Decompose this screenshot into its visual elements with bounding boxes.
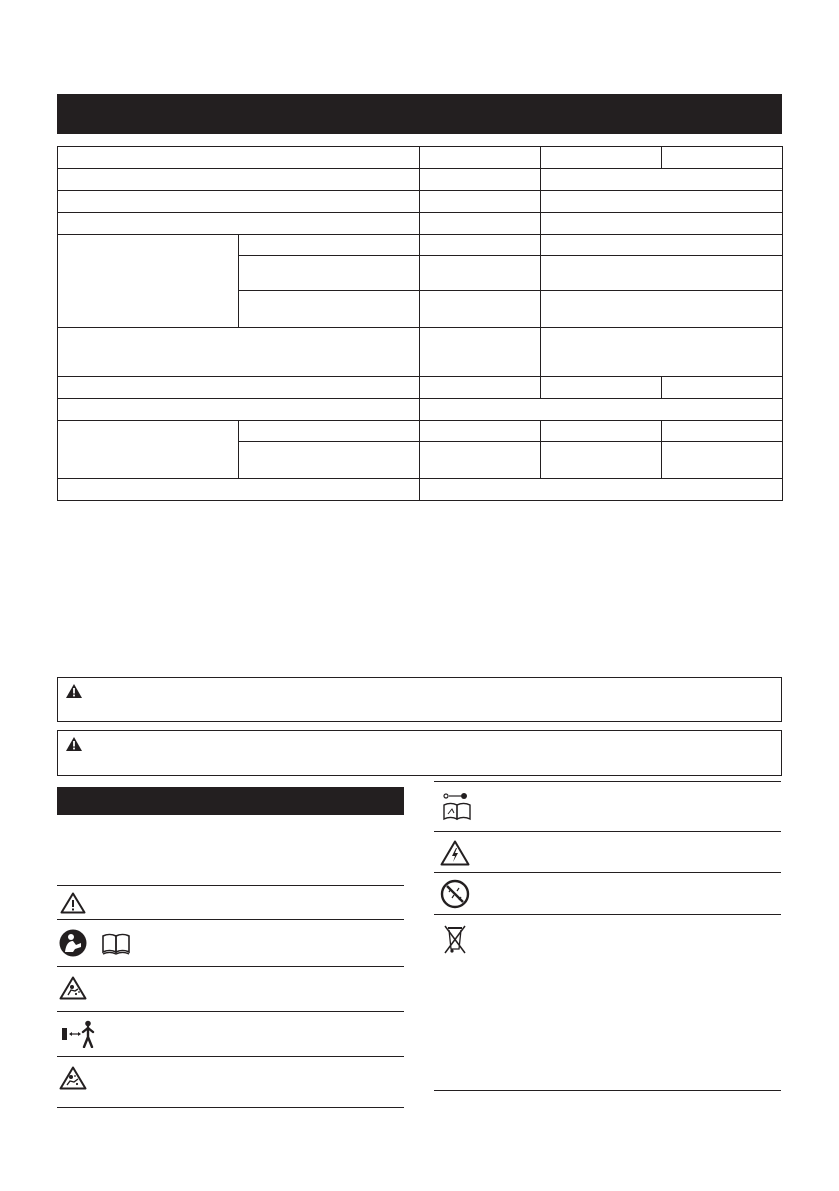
- table-cell: [662, 377, 783, 399]
- table-cell: [58, 421, 239, 479]
- table-cell: [239, 235, 420, 256]
- table-cell: [420, 256, 541, 291]
- table-cell: [541, 169, 783, 191]
- table-cell: [541, 421, 662, 442]
- table-cell: [58, 399, 420, 421]
- table-cell: [420, 442, 541, 479]
- keep-distance-icon: [61, 1020, 97, 1048]
- table-cell: [239, 256, 420, 291]
- symbol-row: [434, 781, 781, 832]
- table-cell: [541, 235, 783, 256]
- table-row: [58, 235, 783, 256]
- table-row: [58, 479, 783, 501]
- table-cell: [662, 421, 783, 442]
- remove-key-read-manual-icon: [442, 792, 474, 822]
- table-cell: [58, 213, 420, 235]
- table-cell: [541, 213, 783, 235]
- table-cell: [420, 421, 541, 442]
- symbols-header-bar: [57, 787, 404, 815]
- table-cell: [541, 256, 783, 291]
- warning-triangle-icon: [66, 737, 82, 751]
- table-cell: [58, 377, 420, 399]
- table-row: [58, 328, 783, 377]
- symbol-row: [434, 872, 781, 915]
- table-cell: [420, 328, 541, 377]
- table-cell: [58, 235, 239, 328]
- table-cell: [420, 213, 541, 235]
- electric-shock-warning-icon: [440, 840, 470, 866]
- table-cell: [239, 421, 420, 442]
- table-cell: [420, 377, 541, 399]
- no-rain-exposure-icon: [440, 879, 470, 909]
- symbol-row: [57, 1056, 404, 1108]
- table-cell: [541, 328, 783, 377]
- symbol-row: [57, 966, 404, 1012]
- specifications-table: [57, 146, 783, 501]
- table-cell: [541, 191, 783, 213]
- table-row: [58, 421, 783, 442]
- table-cell: [541, 442, 662, 479]
- table-cell: [420, 399, 783, 421]
- symbol-row: [434, 831, 781, 873]
- table-cell: [420, 147, 541, 169]
- table-cell: [662, 147, 783, 169]
- symbol-row: [434, 914, 781, 1091]
- read-manual-icon: [59, 928, 131, 958]
- table-row: [58, 399, 783, 421]
- table-row: [58, 377, 783, 399]
- table-cell: [58, 328, 420, 377]
- table-cell: [58, 191, 420, 213]
- table-cell: [420, 235, 541, 256]
- table-row: [58, 169, 783, 191]
- table-cell: [420, 191, 541, 213]
- warning-box: [57, 677, 782, 722]
- table-row: [58, 191, 783, 213]
- flying-debris-icon: [59, 976, 87, 1000]
- specifications-header-bar: [57, 94, 782, 134]
- symbol-row: [57, 919, 404, 967]
- thrown-objects-warning-icon: [59, 1066, 87, 1090]
- symbol-row: [57, 885, 404, 920]
- crossed-out-wheelie-bin-icon: [442, 923, 468, 955]
- warning-triangle-icon: [66, 684, 82, 698]
- symbol-row: [57, 1011, 404, 1057]
- table-cell: [662, 442, 783, 479]
- warning-box: [57, 730, 782, 776]
- table-cell: [239, 291, 420, 328]
- table-cell: [541, 147, 662, 169]
- table-cell: [58, 147, 420, 169]
- table-cell: [239, 442, 420, 479]
- table-cell: [58, 479, 420, 501]
- table-cell: [420, 169, 541, 191]
- caution-triangle-icon: [60, 892, 86, 914]
- table-cell: [541, 291, 783, 328]
- table-cell: [420, 479, 783, 501]
- table-cell: [541, 377, 662, 399]
- table-cell: [58, 169, 420, 191]
- table-cell: [420, 291, 541, 328]
- table-row: [58, 213, 783, 235]
- table-row: [58, 147, 783, 169]
